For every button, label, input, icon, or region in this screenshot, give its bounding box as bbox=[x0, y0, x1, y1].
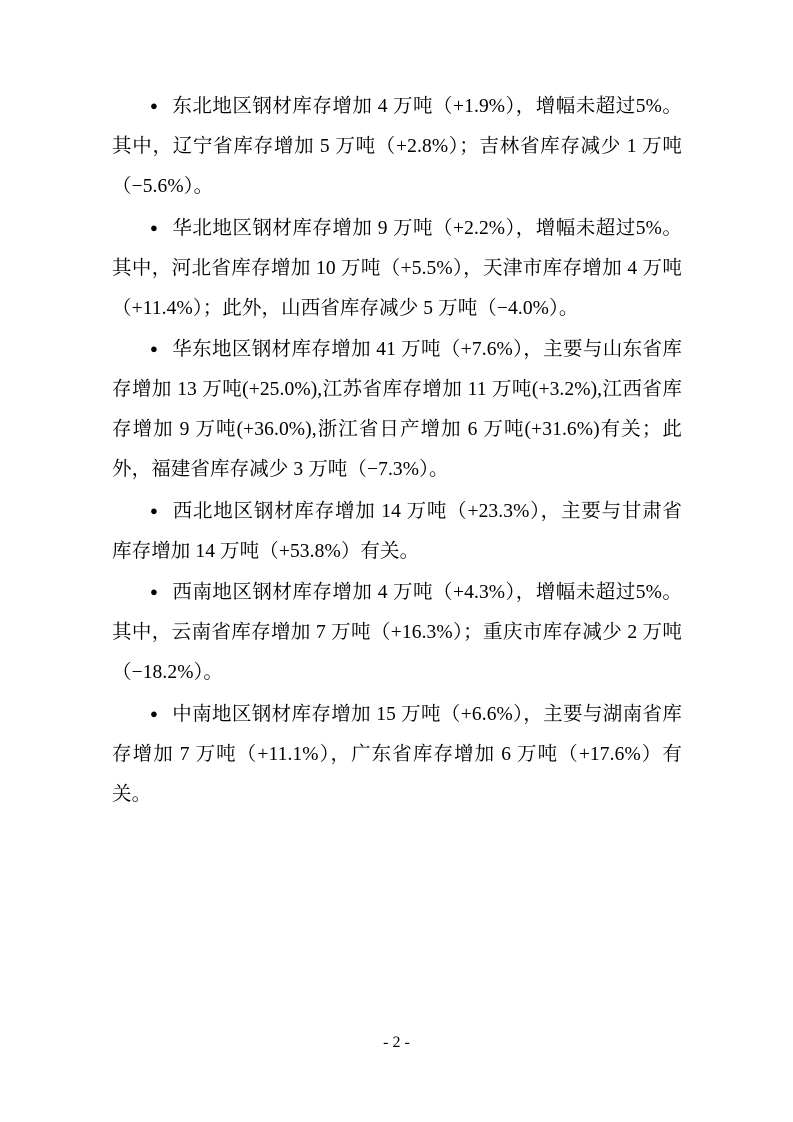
paragraph-text: 华北地区钢材库存增加 9 万吨（+2.2%），增幅未超过5%。其中，河北省库存增加 10 万吨（+5.5%），天津市库存增加 4 万吨（+11.4%）；此外，山西省库存减少 5 万吨（−4.0%）。 bbox=[112, 217, 682, 319]
paragraph-central-south bbox=[112, 694, 682, 815]
bullet-icon: ● bbox=[150, 584, 158, 599]
paragraph-east bbox=[112, 329, 682, 490]
paragraph-north bbox=[112, 208, 682, 329]
paragraph-text: 西北地区钢材库存增加 14 万吨（+23.3%），主要与甘肃省库存增加 14 万吨（+53.8%）有关。 bbox=[112, 500, 682, 562]
bullet-icon: ● bbox=[150, 705, 158, 721]
document-body bbox=[112, 86, 682, 815]
bullet-icon: ● bbox=[150, 98, 158, 113]
paragraph-text: 东北地区钢材库存增加 4 万吨（+1.9%），增幅未超过5%。其中，辽宁省库存增加 5 万吨（+2.8%）；吉林省库存减少 1 万吨（−5.6%）。 bbox=[112, 96, 682, 197]
bullet-icon: ● bbox=[150, 341, 158, 356]
bullet-icon: ● bbox=[150, 502, 158, 518]
paragraph-southwest bbox=[112, 572, 682, 693]
paragraph-northwest bbox=[112, 491, 682, 572]
paragraph-northeast bbox=[112, 86, 682, 207]
bullet-icon: ● bbox=[150, 219, 158, 235]
page-number: - 2 - bbox=[383, 1034, 410, 1051]
paragraph-text: 华东地区钢材库存增加 41 万吨（+7.6%），主要与山东省库存增加 13 万吨(+25.0%),江苏省库存增加 11 万吨(+3.2%),江西省库存增加 9 万吨(+36.0%),浙江省日产增加 6 万吨(+31.6%)有关；此外，福建省库存减少 3 万吨（−7.3%）。 bbox=[112, 339, 682, 480]
paragraph-text: 中南地区钢材库存增加 15 万吨（+6.6%），主要与湖南省库存增加 7 万吨（+11.1%），广东省库存增加 6 万吨（+17.6%）有关。 bbox=[112, 703, 682, 805]
paragraph-text: 西南地区钢材库存增加 4 万吨（+4.3%），增幅未超过5%。其中，云南省库存增加 7 万吨（+16.3%）；重庆市库存减少 2 万吨（−18.2%）。 bbox=[112, 582, 682, 683]
